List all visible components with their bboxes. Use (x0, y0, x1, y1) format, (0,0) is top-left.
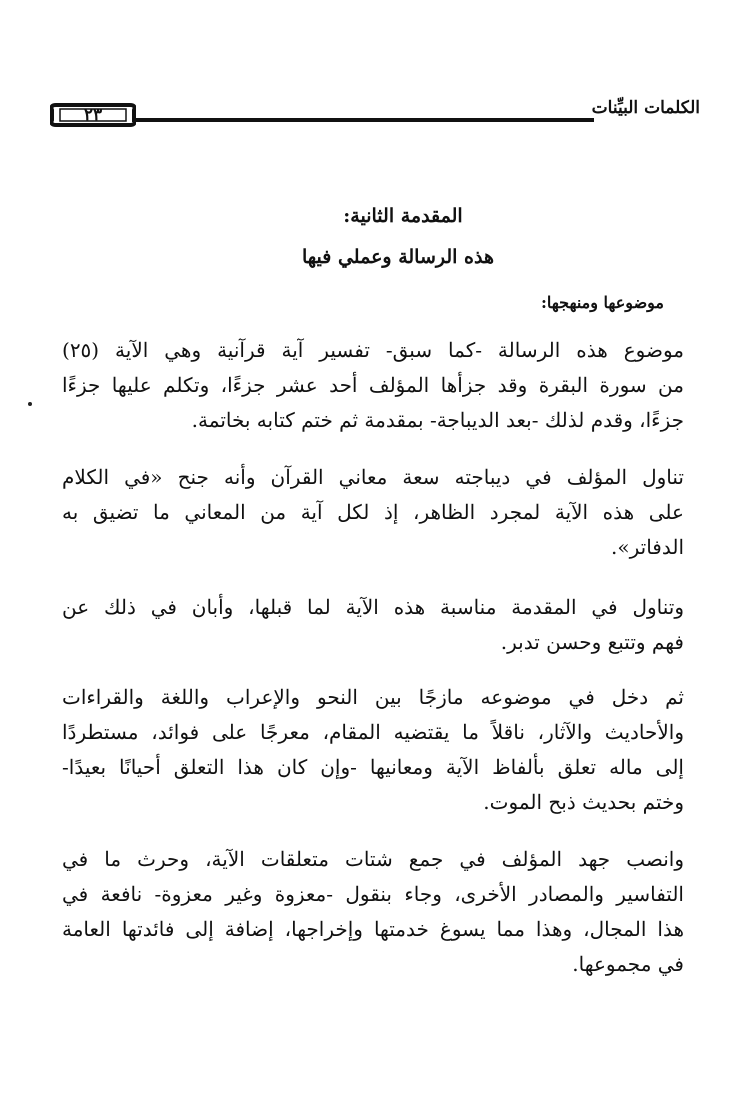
text-line: من سورة البقرة وقد جزأها المؤلف أحد عشر جزءًا، وتكلم عليها جزءًا (62, 373, 684, 397)
text-line: وانصب جهد المؤلف في جمع شتات متعلقات الآية، وحرث ما في (62, 847, 684, 871)
paragraph (62, 333, 684, 438)
text-line: وختم بحديث ذبح الموت. (483, 790, 684, 814)
header-rule (132, 118, 594, 122)
paragraph (62, 680, 684, 820)
paragraph (62, 590, 684, 660)
topic-label: موضوعها ومنهجها: (540, 293, 664, 312)
text-line: تناول المؤلف في ديباجته سعة معاني القرآن وأنه جنح «في الكلام (62, 465, 684, 489)
page-number-badge (50, 102, 136, 128)
margin-speck (28, 402, 32, 406)
section-heading: المقدمة الثانية: (343, 205, 463, 227)
text-line: وتناول في المقدمة مناسبة هذه الآية لما قبلها، وأبان في ذلك عن (62, 595, 684, 619)
text-line: جزءًا، وقدم لذلك -بعد الديباجة- بمقدمة ثم ختم كتابه بخاتمة. (191, 408, 684, 432)
text-line: موضوع هذه الرسالة -كما سبق- تفسير آية قرآنية وهي الآية (٢٥) (62, 338, 684, 362)
text-line: والأحاديث والآثار، ناقلاً ما يقتضيه المقام، معرجًا على فوائد، مستطردًا (62, 720, 684, 744)
text-line: إلى ماله تعلق بألفاظ الآية ومعانيها -وإن كان هذا التعلق أحيانًا بعيدًا- (62, 755, 684, 779)
text-line: التفاسير والمصادر الأخرى، وجاء بنقول -معزوة وغير معزوة- نافعة في (62, 882, 684, 906)
paragraph (62, 460, 684, 565)
text-line: على هذه الآية لمجرد الظاهر، إذ لكل آية من المعاني ما تضيق به (62, 500, 684, 524)
paragraph (62, 842, 684, 982)
section-subheading: هذه الرسالة وعملي فيها (301, 246, 494, 268)
header-title: الكلمات البيِّنات (591, 98, 700, 118)
text-line: هذا المجال، وهذا مما يسوغ خدمتها وإخراجها، إضافة إلى فائدتها العامة (62, 917, 684, 941)
text-line: الدفاتر». (611, 535, 684, 559)
running-header (50, 96, 700, 136)
page-number: ٢٣ (83, 105, 103, 125)
text-line: ثم دخل في موضوعه مازجًا بين النحو والإعراب واللغة والقراءات (62, 685, 684, 709)
text-line: في مجموعها. (572, 952, 684, 976)
text-line: فهم وتتبع وحسن تدبر. (500, 630, 684, 654)
